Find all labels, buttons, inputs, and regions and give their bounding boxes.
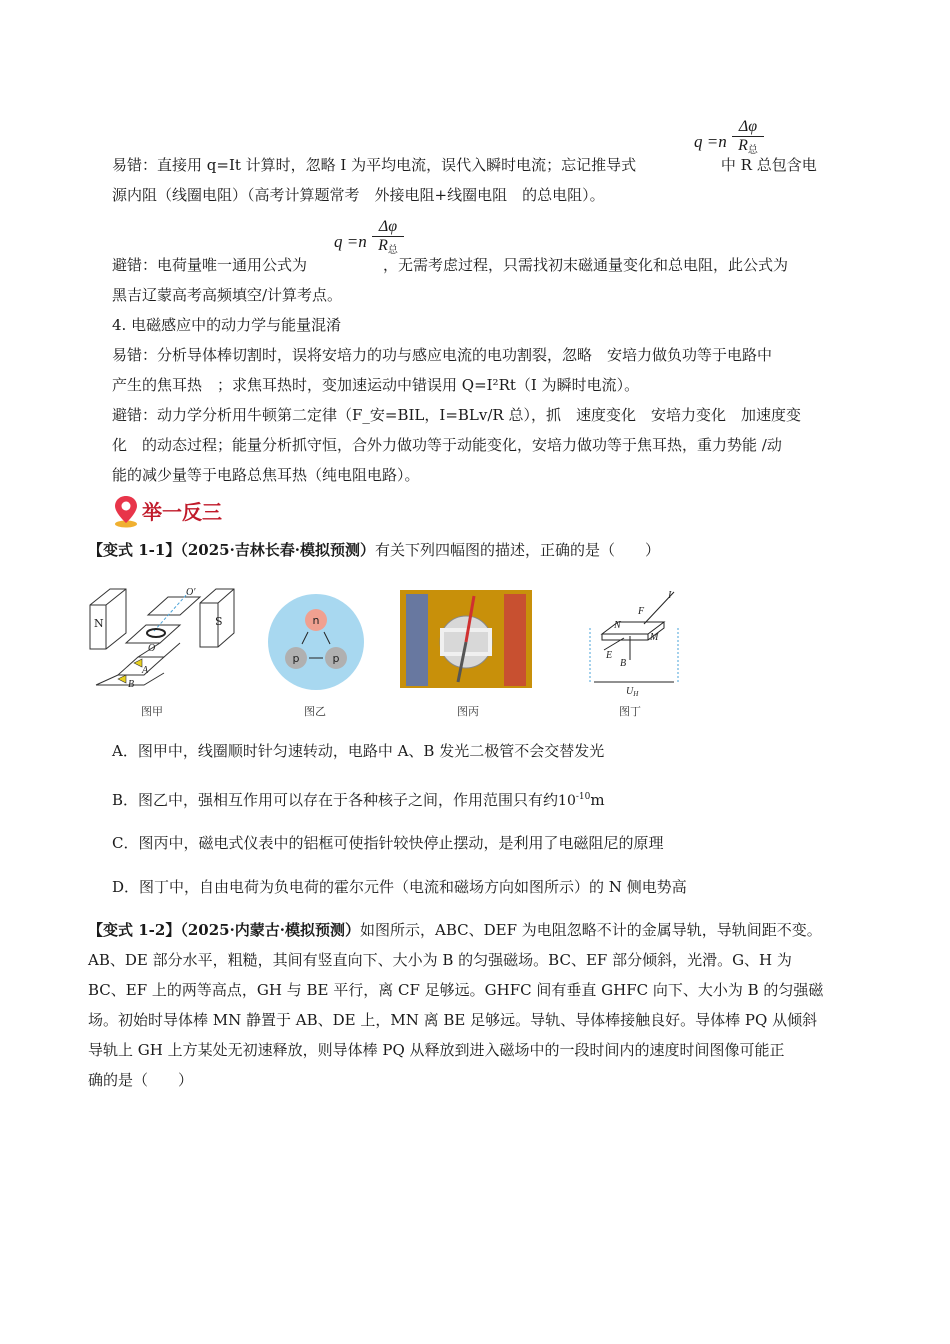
q2-line4: 场。初始时导体棒 MN 静置于 AB、DE 上，MN 离 BE 足够远。导轨、导体棒接触良好。导体棒 PQ 从倾斜 — [88, 1011, 818, 1029]
fig-jia-label-a: A — [142, 665, 149, 676]
fig-jia-label-s: S — [215, 615, 223, 628]
error-paragraph-1-line1: 易错：直接用 q=It 计算时，忽略 I 为平均电流，误代入瞬时电流；忘记推导式 中 R 总包含电 — [112, 156, 817, 174]
fig-ding-label-m: M — [650, 632, 659, 643]
option-d[interactable]: D．图丁中，自由电荷为负电荷的霍尔元件（电流和磁场方向如图所示）的 N 侧电势高 — [112, 878, 687, 896]
fig-ding-label-b: B — [620, 658, 627, 669]
q2-line2: AB、DE 部分水平，粗糙，其间有竖直向下、大小为 B 的匀强磁场。BC、EF 部分倾斜，光滑。G、H 为 — [88, 951, 792, 969]
formula-numerator: Δφ — [738, 118, 758, 135]
formula-denominator: $R_总$ — [738, 137, 758, 156]
fig-yi-label-n: n — [312, 614, 320, 627]
figure-bing — [400, 590, 532, 688]
formula-numerator: Δφ — [378, 218, 398, 235]
formula-denominator: $R_总$ — [378, 237, 398, 256]
fig-jia-label-n: N — [94, 617, 104, 630]
fig-ding-label-i: I — [668, 590, 672, 601]
figure-bing-caption: 图丙 — [457, 705, 479, 718]
location-pin-icon — [112, 494, 140, 528]
figure-yi — [266, 592, 366, 692]
option-b[interactable]: B．图乙中，强相互作用可以存在于各种核子之间，作用范围只有约$10^{-10}m$ — [112, 791, 605, 809]
section-4-title: 4. 电磁感应中的动力学与能量混淆 — [112, 316, 342, 334]
q2-line6: 确的是（ ） — [88, 1071, 194, 1089]
fig-ding-label-n: N — [614, 620, 621, 631]
fig-jia-label-o-prime: O′ — [186, 587, 196, 598]
fig-jia-label-o: O — [148, 643, 156, 654]
q1-stem: 【变式 1-1】（2025·吉林长春·模拟预测）有关下列四幅图的描述，正确的是（ ） — [88, 541, 661, 559]
q2-line3: BC、EF 上的两等高点，GH 与 BE 平行，离 CF 足够远。GHFC 间有垂直 GHFC 向下、大小为 B 的匀强磁 — [88, 981, 824, 999]
fig-yi-label-p1: p — [292, 652, 300, 665]
figure-ding — [584, 586, 684, 698]
fig-ding-label-f: F — [638, 606, 645, 617]
fig-ding-label-u: $U_H$ — [626, 686, 639, 698]
figure-yi-caption: 图乙 — [304, 705, 326, 718]
section-4-line1: 易错：分析导体棒切割时，误将安培力的功与感应电流的电功割裂，忽略 安培力做负功等于电路中 — [112, 346, 773, 364]
section-4-line5: 能的减少量等于电路总焦耳热（纯电阻电路）。 — [112, 466, 420, 484]
figure-jia-caption: 图甲 — [141, 705, 163, 718]
section-4-line3: 避错：动力学分析用牛顿第二定律（F_安=BIL，I=BLv/R 总），抓 速度变化 安培力变化 加速度变 — [112, 406, 801, 424]
formula-lhs: q =n — [694, 132, 727, 151]
fig-jia-label-b: B — [128, 679, 135, 690]
section-4-line4: 化 的动态过程；能量分析抓守恒，合外力做功等于动能变化，安培力做功等于焦耳热，重力势能 /动 — [112, 436, 782, 454]
q2-line1: 【变式 1-2】（2025·内蒙古·模拟预测）如图所示，ABC、DEF 为电阻忽略不计的金属导轨，导轨间距不变。 — [88, 921, 822, 939]
error-paragraph-1-line2: 源内阻（线圈电阻）（高考计算题常考 外接电阻+线圈电阻 的总电阻）。 — [112, 186, 605, 204]
q2-line5: 导轨上 GH 上方某处无初速释放，则导体棒 PQ 从释放到进入磁场中的一段时间内的速度时间图像可能正 — [88, 1041, 785, 1059]
formula-lhs: q =n — [334, 232, 367, 251]
fig-ding-label-e: E — [606, 650, 613, 661]
option-a[interactable]: A．图甲中，线圈顺时针匀速转动，电路中 A、B 发光二极管不会交替发光 — [112, 742, 605, 760]
fig-yi-label-p2: p — [332, 652, 340, 665]
figure-jia — [88, 585, 238, 695]
figure-ding-caption: 图丁 — [619, 705, 641, 718]
heading-text: 举一反三 — [142, 500, 222, 524]
avoid-paragraph-1-line2: 黑吉辽蒙高考高频填空/计算考点。 — [112, 286, 343, 304]
avoid-paragraph-1-line1: 避错：电荷量唯一通用公式为 ，无需考虑过程，只需找初末磁通量变化和总电阻，此公式为 — [112, 256, 789, 274]
option-c[interactable]: C．图丙中，磁电式仪表中的铝框可使指针较快停止摆动，是利用了电磁阻尼的原理 — [112, 834, 664, 852]
section-4-line2: 产生的焦耳热 ；求焦耳热时，变加速运动中错误用 Q=I²Rt（I 为瞬时电流）。 — [112, 376, 640, 394]
